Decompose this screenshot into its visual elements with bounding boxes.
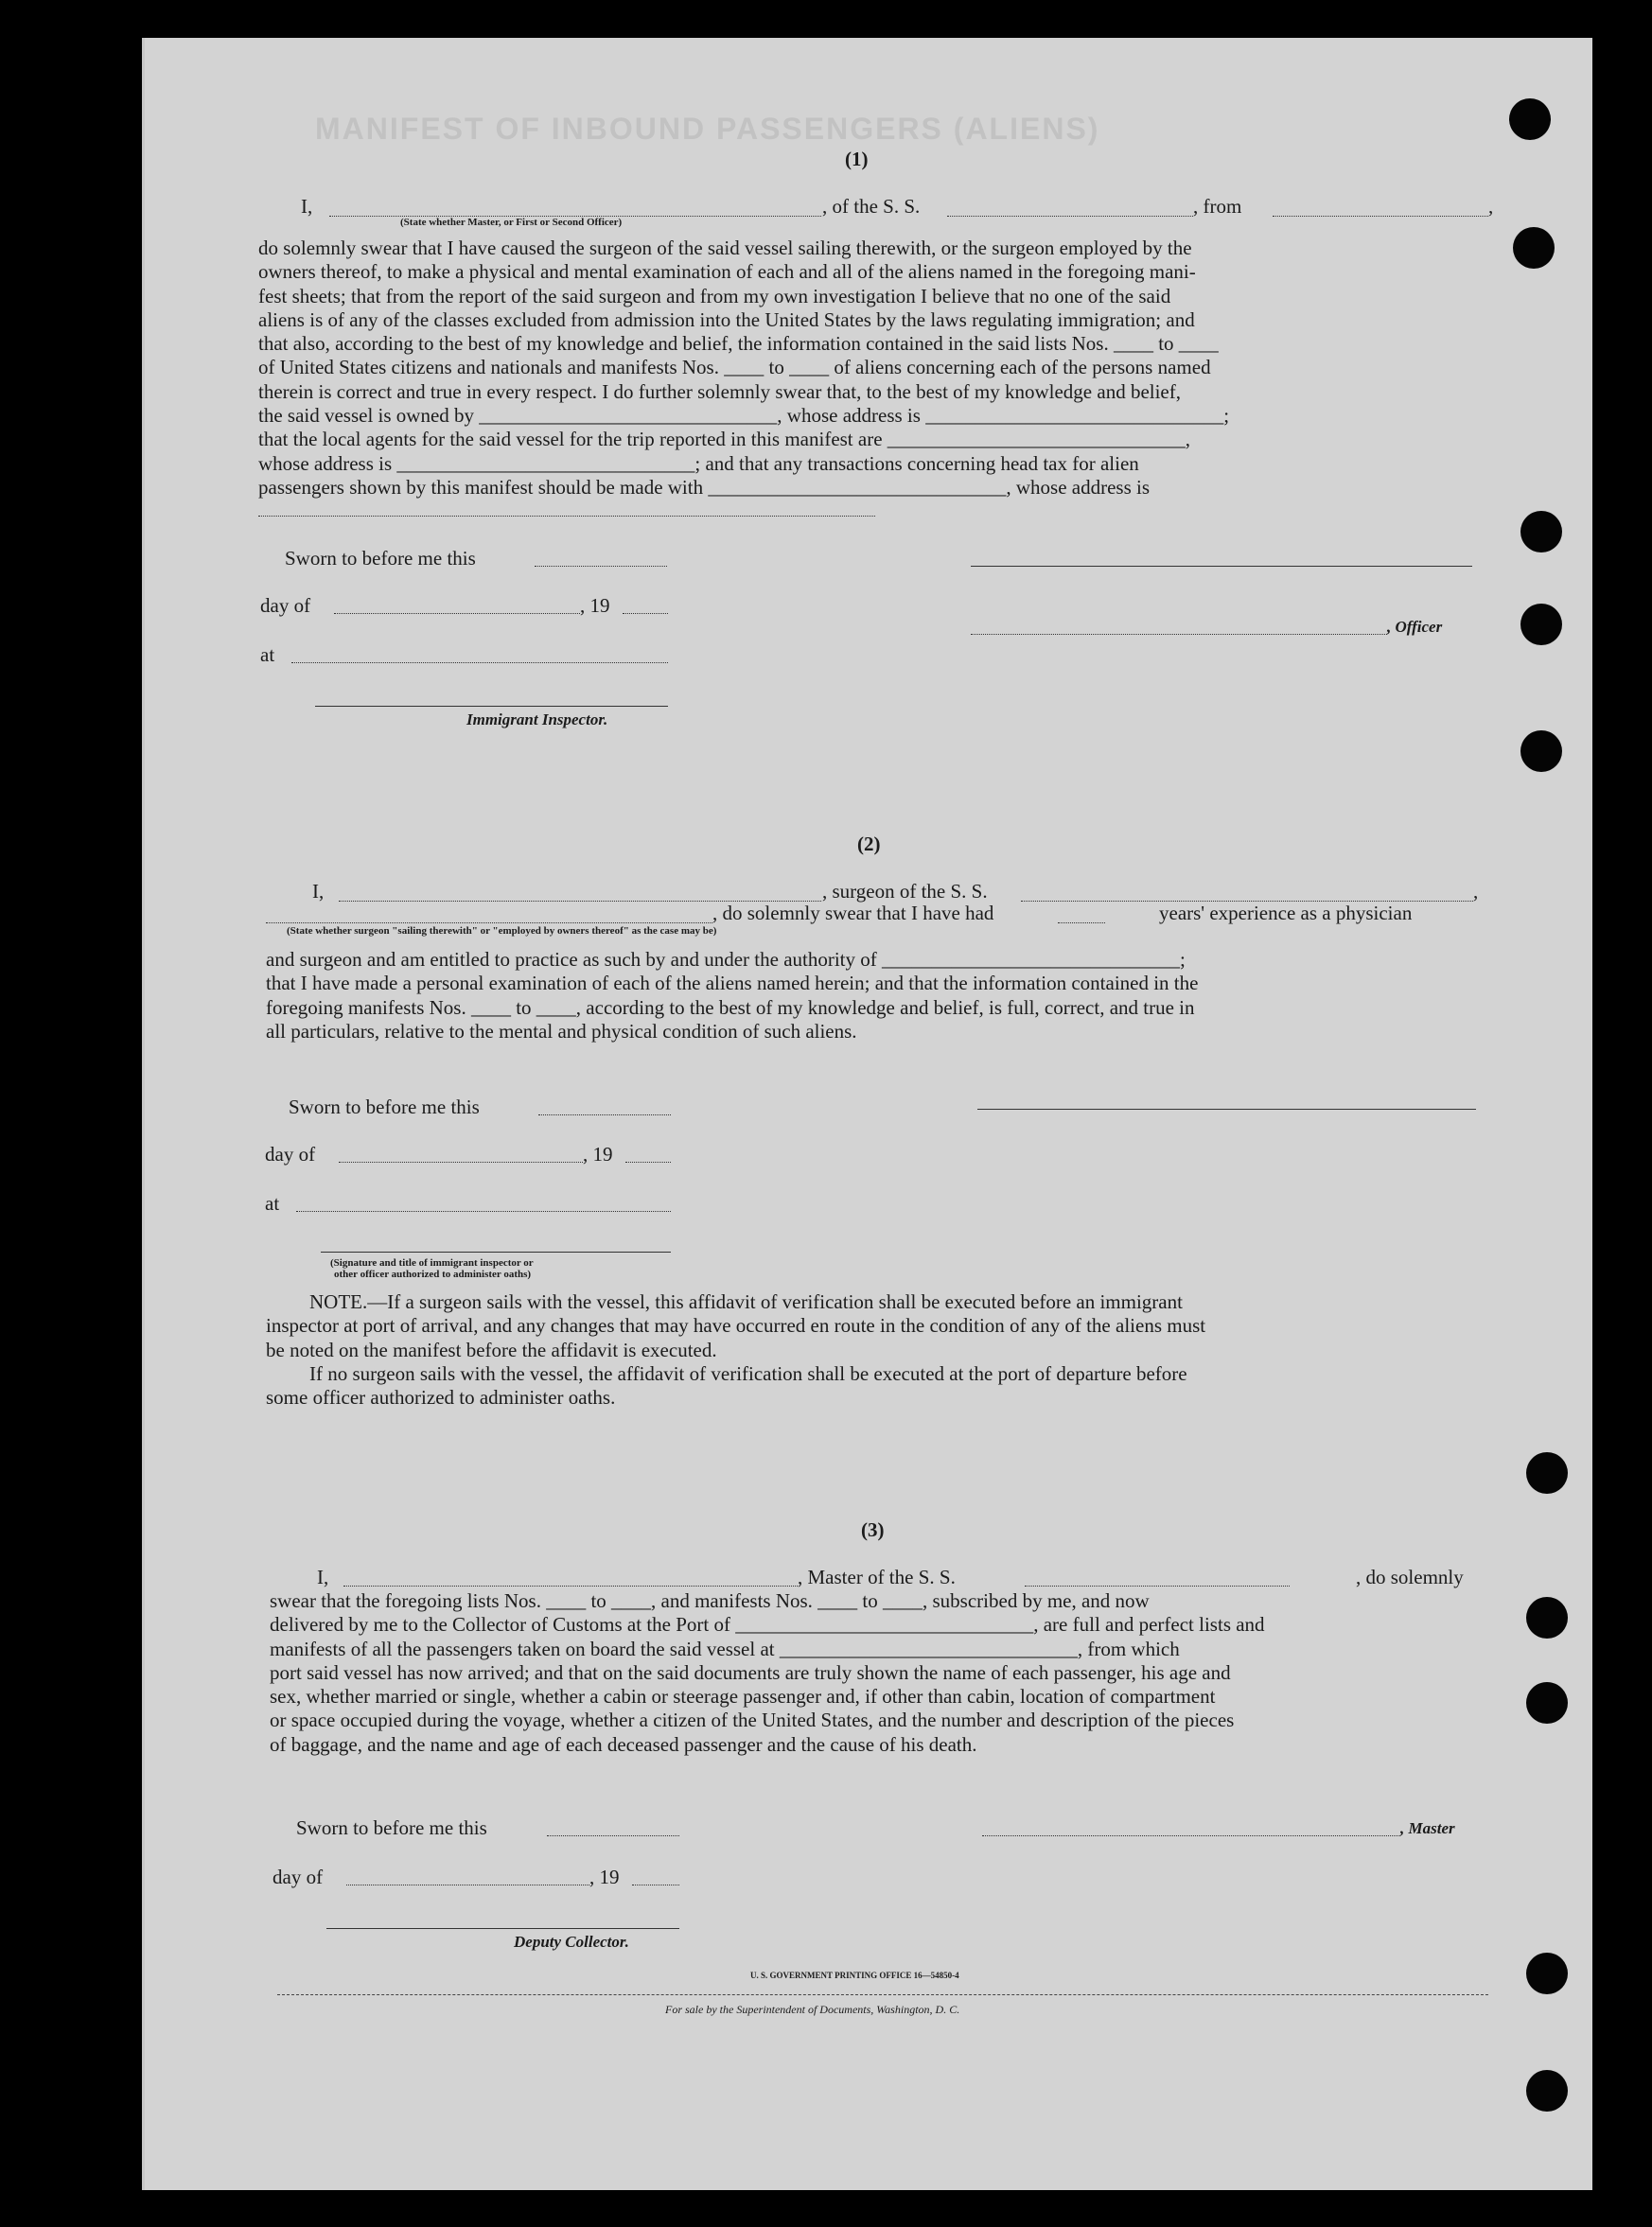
punch-hole [1526,2070,1568,2112]
section-3-master-oath [145,38,1592,2190]
officer-note: (State whether Master, or First or Second Officer) [400,217,623,228]
body-line: that the local agents for the said vessel for the trip reported in this manifest are ______________________________, [258,428,1191,451]
body-line: of United States citizens and nationals and manifests Nos. ____ to ____ of aliens concerning each of the persons named [258,356,1211,379]
officer-label: , Officer [1387,618,1443,636]
collector-signature-line[interactable] [326,1928,679,1929]
swear-label: , do solemnly swear that I have had [712,902,994,924]
at-label: at [265,1192,280,1215]
sworn-label: Sworn to before me this [289,1096,480,1118]
signature-note: other officer authorized to administer oaths) [334,1269,532,1280]
body-line: sex, whether married or single, whether a cabin or steerage passenger and, if other than cabin, location of compartment [270,1685,1216,1709]
intro-i: I, [301,195,313,218]
years-label: years' experience as a physician [1159,902,1413,924]
do-solemnly-label: , do solemnly [1356,1566,1464,1588]
section-3-body [270,1589,1485,1757]
inspector-label: Immigrant Inspector. [466,710,608,728]
body-line: fest sheets; that from the report of the said surgeon and from my own investigation I believe that no one of the said [258,284,1171,307]
of-the-ss-label: , of the S. S. [822,195,921,218]
punch-hole [1526,1452,1568,1494]
form-page [142,38,1592,2190]
body-line: of baggage, and the name and age of each deceased passenger and the cause of his death. [270,1732,977,1756]
body-line: delivered by me to the Collector of Customs at the Port of ______________________________, are full and perfect lists and [270,1613,1265,1637]
day-of-label: day of [272,1866,324,1888]
section-number: (3) [861,1518,885,1541]
year-label: , 19 [583,1143,613,1166]
body-line: all particulars, relative to the mental and physical condition of such aliens. [266,1019,857,1043]
printing-office-imprint: U. S. GOVERNMENT PRINTING OFFICE 16—54850-4 [750,1971,959,1980]
day-of-label: day of [260,594,311,617]
year-label: , 19 [580,594,610,617]
from-label: , from [1193,195,1242,218]
note-line: NOTE.—If a surgeon sails with the vessel, this affidavit of verification shall be executed before an immigrant [309,1290,1183,1313]
at-label: at [260,643,275,666]
comma: , [1488,195,1494,218]
master-signature-line[interactable] [982,1835,1400,1836]
body-line: foregoing manifests Nos. ____ to ____, according to the best of my knowledge and belief, is full, correct, and true in [266,995,1195,1019]
section-number: (1) [845,148,869,170]
year-label: , 19 [589,1866,620,1888]
body-line: or space occupied during the voyage, whether a citizen of the United States, and the number and description of the pieces [270,1709,1235,1732]
sale-notice: For sale by the Superintendent of Documents, Washington, D. C. [665,2003,960,2016]
ghost-header: MANIFEST OF INBOUND PASSENGERS (ALIENS) [315,112,1100,146]
body-line: passengers shown by this manifest should be made with ______________________________, whose address is [258,475,1150,499]
note-line: be noted on the manifest before the affidavit is executed. [266,1338,717,1361]
punch-hole [1526,1953,1568,1994]
punch-hole [1520,511,1562,552]
body-line: and surgeon and am entitled to practice as such by and under the authority of ______________________________; [266,948,1186,971]
surgeon-of-label: , surgeon of the S. S. [822,880,988,903]
sworn-date-line[interactable] [547,1835,679,1836]
intro-i: I, [317,1566,329,1588]
body-line: swear that the foregoing lists Nos. ____ to ____, and manifests Nos. ____ to ____, subscribed by me, and now [270,1589,1150,1612]
body-line: manifests of all the passengers taken on board the said vessel at ______________________________, from which [270,1637,1180,1660]
master-name-line[interactable] [343,1586,798,1587]
punch-hole [1520,604,1562,645]
body-line: aliens is of any of the classes excluded from admission into the United States by the laws regulating immigration; and [258,307,1195,331]
note-line: If no surgeon sails with the vessel, the affidavit of verification shall be executed at the port of departure before [309,1361,1187,1385]
sworn-label: Sworn to before me this [285,547,476,570]
punch-hole [1513,227,1555,269]
body-line: that also, according to the best of my knowledge and belief, the information contained in the said lists Nos. ____ to ____ [258,332,1219,356]
collector-label: Deputy Collector. [514,1933,629,1951]
master-of-label: , Master of the S. S. [798,1566,956,1588]
surgeon-note: (State whether surgeon "sailing therewith" or "employed by owners thereof" as the case may be) [287,925,717,937]
punch-hole [1509,98,1551,140]
punch-hole [1520,730,1562,772]
punch-hole [1526,1682,1568,1724]
body-line: do solemnly swear that I have caused the surgeon of the said vessel sailing therewith, or the surgeon employed by the [258,237,1192,259]
sworn-label: Sworn to before me this [296,1816,487,1839]
note-line: inspector at port of arrival, and any changes that may have occurred en route in the condition of any of the aliens must [266,1314,1206,1338]
body-line: the said vessel is owned by ______________________________, whose address is ______________________________; [258,404,1230,428]
footer-rule [277,1994,1488,1995]
ship-name-line[interactable] [1025,1586,1290,1587]
body-line: that I have made a personal examination of each of the aliens named herein; and that the information contained in the [266,972,1199,995]
section-number: (2) [857,833,881,855]
body-line: owners thereof, to make a physical and mental examination of each and all of the aliens named in the foregoing mani- [258,260,1196,284]
signature-note: (Signature and title of immigrant inspector or [330,1257,534,1269]
body-line: therein is correct and true in every respect. I do further solemnly swear that, to the best of my knowledge and belief, [258,379,1181,403]
day-of-label: day of [265,1143,316,1166]
comma: , [1473,880,1479,903]
body-line: whose address is ______________________________; and that any transactions concerning head tax for alien [258,451,1139,475]
intro-i: I, [312,880,325,903]
note-line: some officer authorized to administer oaths. [266,1386,616,1410]
punch-hole [1526,1597,1568,1639]
master-label: , Master [1400,1819,1455,1837]
body-line: port said vessel has now arrived; and that on the said documents are truly shown the name of each passenger, his age and [270,1660,1231,1684]
